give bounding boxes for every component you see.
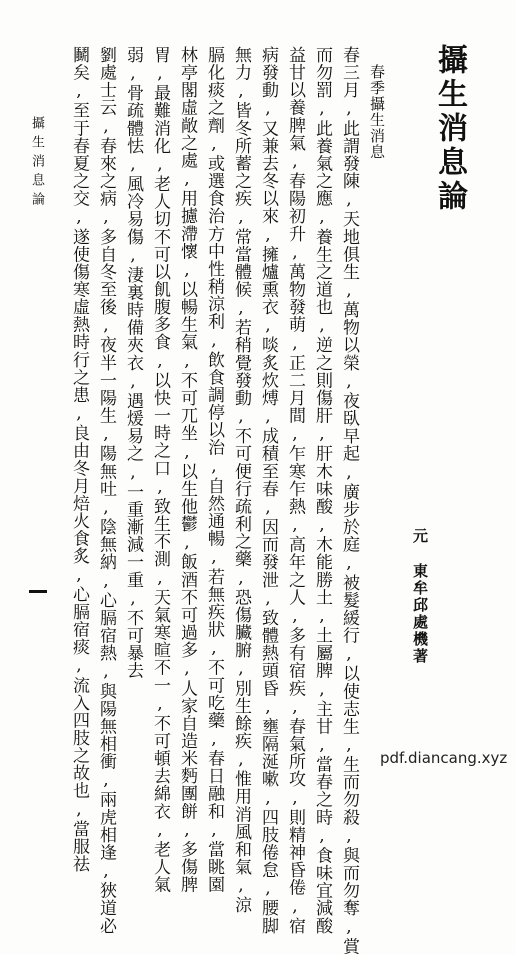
author-dynasty: 元	[411, 528, 429, 545]
body-line: 而勿罰,此養氣之應,養生之道也,逆之則傷肝,肝木味酸,木能勝土,土屬脾,主甘,當春之時,食味宜減酸	[312, 46, 332, 935]
body-line: 胃,最難消化,老人切不可以飢腹多食,以快一時之口,致生不測,天氣寒暄不一,不可頓去綿衣,老人氣	[150, 46, 170, 894]
body-line: 春三月,此謂發陳,天地俱生,萬物以榮,夜臥早起,廣步於庭,被髮緩行,以使志生,生而勿殺,與而勿奪,賞	[339, 46, 359, 955]
body-line: 林亭閣虛敞之處,用攄滯懷,以暢生氣,不可兀坐,以生他鬱,飯酒不可過多,人家自造米麪團餅,多傷脾	[177, 46, 197, 894]
margin-running-title: 攝生消息論	[29, 116, 44, 211]
body-line: 劉處士云,春來之病,多自冬至後,夜半一陽生,陽無吐,陰無納,心膈宿熱,與陽無相衝,兩虎相逢,狹道必	[96, 46, 116, 935]
body-line: 無力,皆冬所蓄之疾,常當體候,若稍覺發動,不可便行疏利之藥,恐傷臟腑,別生餘疾,惟用消風和氣,涼	[231, 46, 251, 914]
body-line: 膈化痰之劑,或選食治方中性稍涼利,飲食調停以治,自然通暢,若無疾狀,不可吃藥,春日融和,當眺園	[204, 46, 224, 894]
page-title: 攝生消息論	[432, 44, 467, 214]
body-line: 鬭矣,至于春夏之交,遂使傷寒虛熱時行之患,良由冬月焙火食炙,心膈宿痰,流入四肢之故也,當服祛	[69, 46, 89, 873]
watermark-url: pdf.diancang.xyz	[380, 749, 508, 767]
section-heading: 春季攝生消息	[368, 64, 386, 160]
body-line: 弱,骨疏體怯,風冷易傷,淒裏時備夾衣,遇煖易之,一重漸減一重,不可暴去	[123, 46, 143, 680]
author-name: 東牟邱處機著	[411, 563, 429, 665]
page-number	[29, 590, 47, 593]
author-credit	[412, 528, 427, 665]
body-line: 病發動,又兼去冬以來,擁爐熏衣,啖炙炊煿,成積至春,因而發泄,致體熱頭昏,壅隔涎嗽,四肢倦怠,腰脚	[258, 46, 278, 935]
body-line: 益甘以養脾氣,春陽初升,萬物發萌,正二月間,乍寒乍熱,高年之人,多有宿疾,春氣所攻,則精神昏倦,宿	[285, 46, 305, 935]
